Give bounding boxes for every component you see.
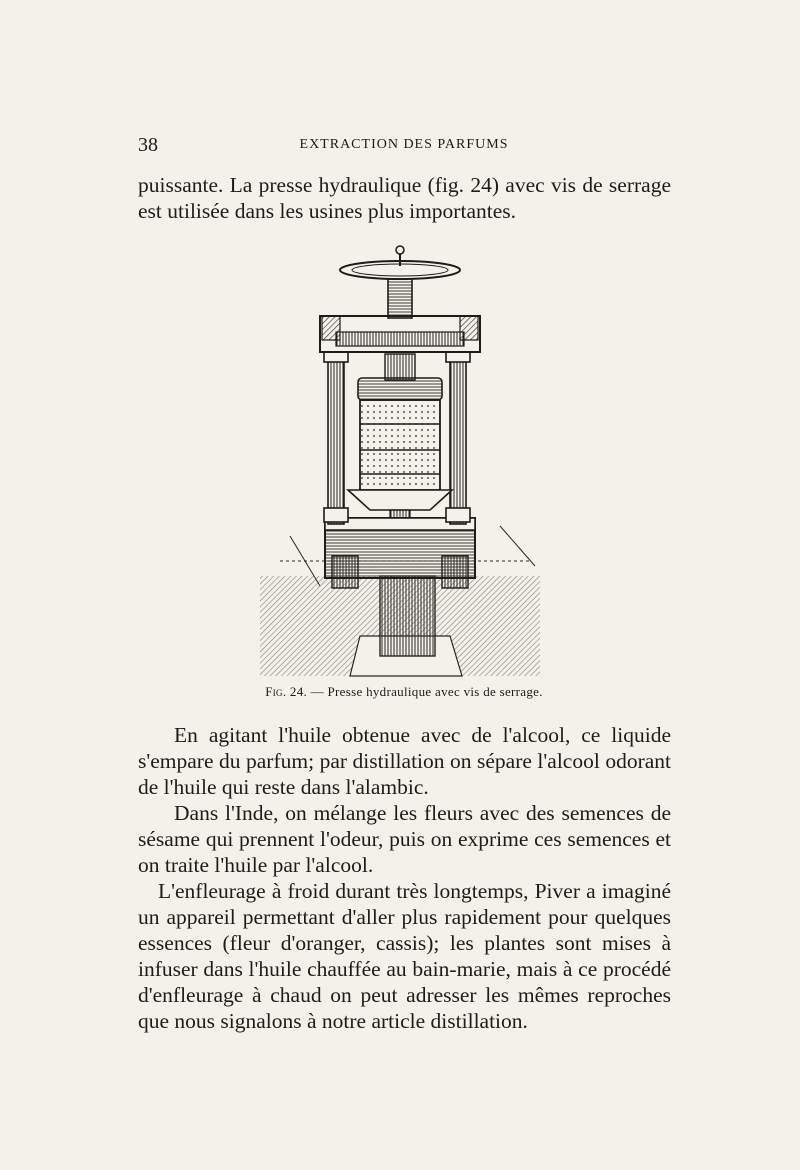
intro-paragraph: puissante. La presse hydraulique (fig. 24) avec vis de serrage est utilisée dans les usines plus importantes. [138, 173, 671, 223]
page-number: 38 [138, 134, 158, 156]
page-header [138, 134, 670, 160]
paragraph-india: Dans l'Inde, on mélange les fleurs avec des semences de sésame qui prennent l'odeur, puis on exprime ces semences et on traite l'huile par l'alcool. [138, 801, 671, 877]
press-crossbeam [320, 316, 480, 352]
paragraph-alcohol: En agitant l'huile obtenue avec de l'alcool, ce liquide s'empare du parfum; par distillation on sépare l'alcool odorant de l'huile qui reste dans l'alambic. [138, 723, 671, 799]
press-base [325, 518, 475, 588]
pit-cylinder [380, 576, 435, 656]
figure-label: Fig. 24. [265, 684, 308, 699]
figure-caption-text: — Presse hydraulique avec vis de serrage. [310, 684, 543, 699]
figure-caption [138, 684, 670, 700]
paragraph-enfleurage: L'enfleurage à froid durant très longtemps, Piver a imaginé un appareil permettant d'aller plus rapidement pour quelques essences (fleur d'oranger, cassis); les plantes sont mises à infuser dans l'huile chauffée au bain-marie, mais à ce procédé d'enfleurage à chaud on peut adresser les mêmes reproches que nous signalons à notre article distillation. [138, 879, 671, 1033]
press-handwheel [340, 246, 460, 318]
press-barrel [348, 354, 452, 518]
running-title: EXTRACTION DES PARFUMS [299, 137, 509, 152]
hydraulic-press-illustration [240, 236, 560, 686]
